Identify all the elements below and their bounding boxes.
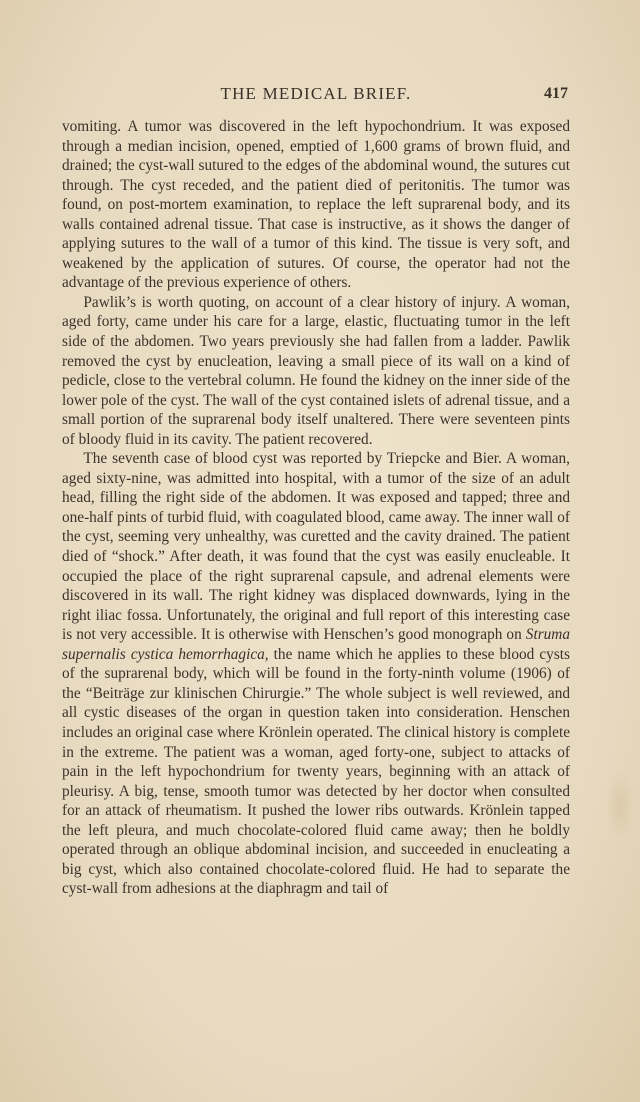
paragraph-text: the name which he applies to these blood cysts of the suprarenal body, which will be found in the forty-ninth volume (1906) of the “Beiträge zur klinischen Chirurgie.” The whole subject is well reviewed, and all cystic diseases of the organ in question taken into consideration. Henschen includes an original case where Krönlein operated. The clinical history is complete in the extreme. The patient was a woman, aged forty-one, subject to attacks of pain in the left hypochondrium for twenty years, beginning with an attack of pleurisy. A big, tense, smooth tumor was detected by her doctor when consulted for an attack of rheumatism. It pushed the lower ribs outwards. Krönlein tapped the left pleura, and much chocolate-colored fluid came away; then he boldly operated through an oblique abdominal incision, and succeeded in enucleating a big cyst, which also contained chocolate-colored fluid. He had to separate the cyst-wall from adhesions at the diaphragm and tail of (62, 645, 570, 898)
paragraph-text: The seventh case of blood cyst was reported by Triepcke and Bier. A woman, aged sixty-nine, was admitted into hospital, with a tumor of the size of an adult head, filling the right side of the abdomen. It was exposed and tapped; three and one-half pints of turbid fluid, with coagulated blood, came away. The inner wall of the cyst, seeming very unhealthy, was curetted and the cavity drained. The patient died of “shock.” After death, it was found that the cyst was easily enucleable. It occupied the place of the right suprarenal capsule, and adrenal elements were discovered in its wall. The right kidney was displaced downwards, lying in the right iliac fossa. Unfortunately, the original and full report of this interesting case is not very accessible. It is otherwise with Henschen’s good monograph on (62, 450, 570, 644)
page-number: 417 (544, 85, 568, 102)
paper-stain (606, 770, 634, 840)
paragraph-text: Pawlik’s is worth quoting, on account of a clear history of injury. A woman, aged forty, came under his care for a large, elastic, fluctuating tumor in the left side of the abdomen. Two years previously she had fallen from a ladder. Pawlik removed the cyst by enucleation, leaving a small piece of its wall on a kind of pedicle, close to the vertebral column. He found the kidney on the inner side of the lower pole of the cyst. The wall of the cyst contained islets of adrenal tissue, and a small portion of the suprarenal body itself unaltered. There were seventeen pints of bloody fluid in its cavity. The patient recovered. (62, 293, 570, 448)
body-text (62, 117, 570, 899)
paragraph (62, 449, 570, 899)
paragraph (62, 293, 570, 449)
monograph-title: Struma supernalis cystica hemorrhagica, (62, 626, 570, 663)
paragraph-text: vomiting. A tumor was discovered in the left hypochondrium. It was exposed through a median incision, opened, emptied of 1,600 grams of brown fluid, and drained; the cyst-wall sutured to the edges of the abdominal wound, the sutures cut through. The cyst receded, and the patient died of peritonitis. The tumor was found, on post-mortem examination, to replace the left suprarenal body, and its walls contained adrenal tissue. That case is instructive, as it shows the danger of applying sutures to the wall of a tumor of this kind. The tissue is very soft, and weakened by the application of sutures. Of course, the operator had not the advantage of the previous experience of others. (62, 118, 570, 292)
running-title: THE MEDICAL BRIEF. (220, 84, 412, 103)
paragraph (62, 117, 570, 293)
page-header (62, 84, 570, 108)
